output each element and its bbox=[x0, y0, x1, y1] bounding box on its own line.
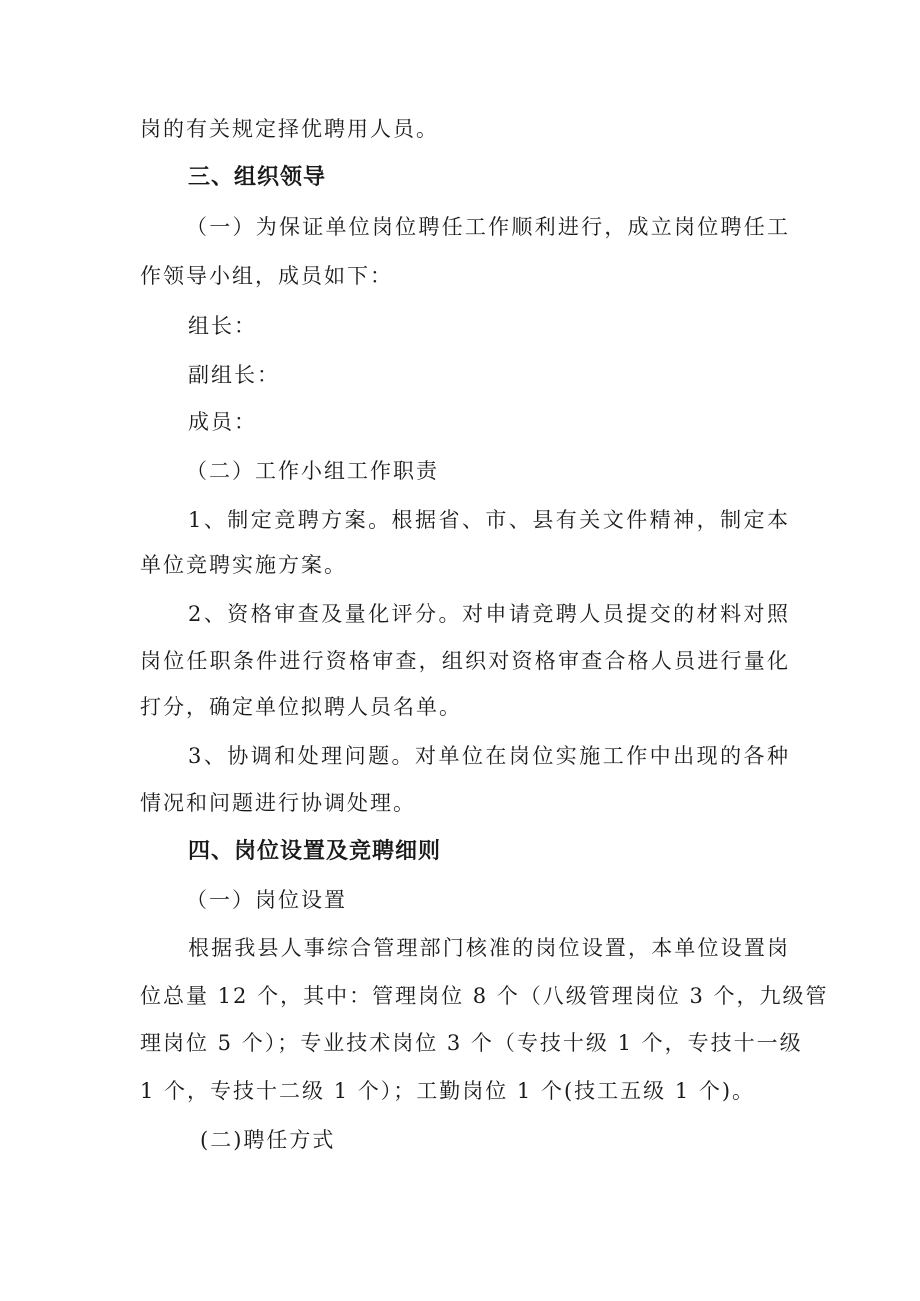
paragraph-line: 单位竞聘实施方案。 bbox=[140, 553, 347, 577]
subsection-title: (二)聘任方式 bbox=[200, 1128, 336, 1152]
subsection-title: （一）岗位设置 bbox=[186, 888, 347, 912]
section-heading-posts: 四、岗位设置及竞聘细则 bbox=[188, 839, 442, 864]
paragraph-line: 打分，确定单位拟聘人员名单。 bbox=[140, 695, 462, 719]
paragraph-line: 作领导小组，成员如下： bbox=[140, 264, 393, 288]
deputy-leader-field-label: 副组长： bbox=[188, 363, 280, 387]
paragraph-line: 理岗位 5 个）；专业技术岗位 3 个（专技十级 1 个，专技十一级 bbox=[140, 1031, 803, 1055]
paragraph-line: （一）为保证单位岗位聘任工作顺利进行，成立岗位聘任工 bbox=[186, 215, 790, 239]
paragraph-line: 1 个，专技十二级 1 个）；工勤岗位 1 个(技工五级 1 个)。 bbox=[140, 1079, 756, 1103]
paragraph-line: 岗的有关规定择优聘用人员。 bbox=[140, 117, 439, 141]
paragraph-line: 2、资格审查及量化评分。对申请竞聘人员提交的材料对照 bbox=[188, 602, 790, 626]
paragraph-line: 1、制定竞聘方案。根据省、市、县有关文件精神，制定本 bbox=[188, 508, 790, 532]
subsection-title: （二）工作小组工作职责 bbox=[186, 459, 439, 483]
paragraph-line: 情况和问题进行协调处理。 bbox=[140, 791, 416, 815]
leader-field-label: 组长： bbox=[188, 314, 257, 338]
section-heading-organization: 三、组织领导 bbox=[188, 165, 327, 190]
paragraph-line: 3、协调和处理问题。对单位在岗位实施工作中出现的各种 bbox=[188, 744, 790, 768]
paragraph-line: 岗位任职条件进行资格审查，组织对资格审查合格人员进行量化 bbox=[140, 649, 790, 673]
members-field-label: 成员： bbox=[188, 410, 257, 434]
paragraph-line: 位总量 12 个，其中：管理岗位 8 个（八级管理岗位 3 个，九级管 bbox=[140, 984, 829, 1008]
paragraph-line: 根据我县人事综合管理部门核准的岗位设置，本单位设置岗 bbox=[188, 936, 790, 960]
